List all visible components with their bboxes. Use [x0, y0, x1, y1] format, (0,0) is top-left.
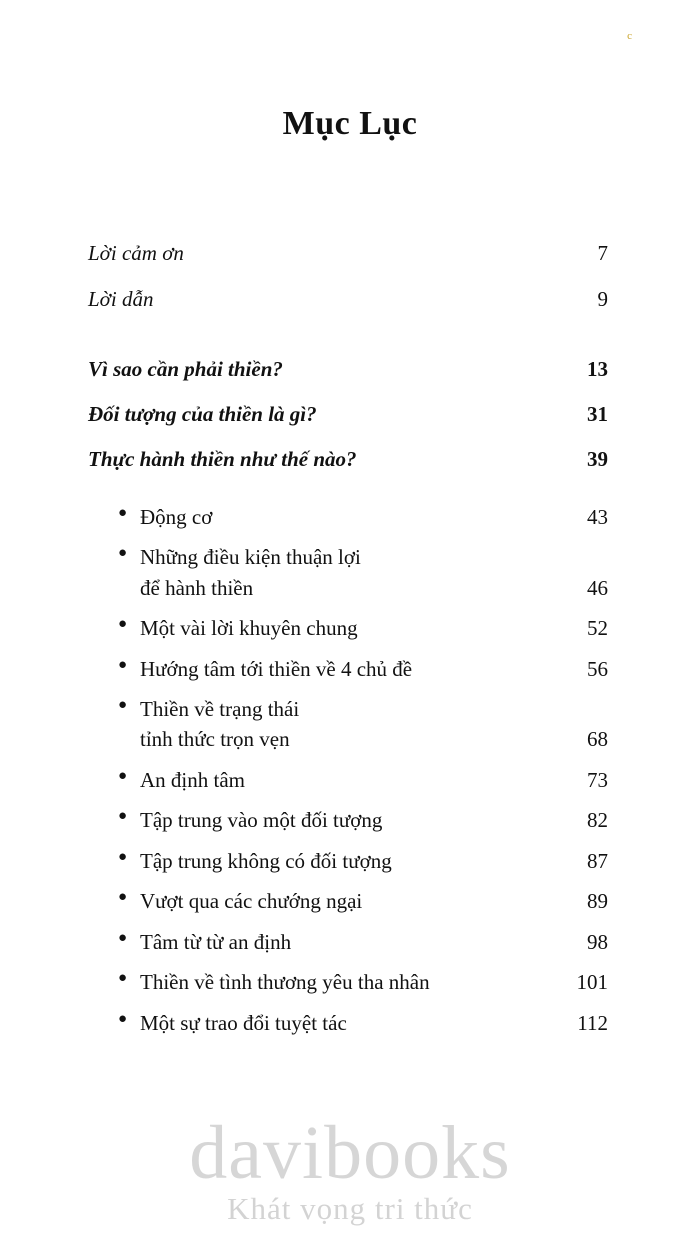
toc-entry-label: Thực hành thiền như thế nào? [88, 446, 357, 471]
toc-entry-line1: Vượt qua các chướng ngại [140, 889, 363, 914]
toc-entry-page: 68 [587, 727, 608, 752]
bullet-icon: ● [118, 889, 128, 906]
toc-sub-item[interactable] [88, 886, 608, 916]
toc-entry-page: 87 [587, 848, 608, 873]
page-title: Mục Lục [282, 105, 418, 142]
bullet-icon: ● [118, 504, 128, 521]
bullet-icon: ● [118, 929, 128, 946]
toc-entry-page: 112 [577, 1010, 608, 1035]
toc-entry-label [140, 613, 358, 643]
toc-entry-page: 9 [597, 286, 608, 311]
toc-entry-label [140, 765, 245, 795]
toc-entry-line1: Tập trung vào một đối tượng [140, 808, 383, 833]
toc-entry-line1: Những điều kiện thuận lợi [140, 545, 361, 570]
toc-entry-line1: Tâm từ từ an định [140, 929, 292, 954]
toc-sub-item[interactable] [88, 967, 608, 997]
toc-entry-label [140, 542, 361, 603]
toc-entry-page: 31 [587, 401, 608, 426]
toc-front-item[interactable] [88, 239, 608, 268]
toc-chapter-item[interactable] [88, 400, 608, 429]
toc-entry-page: 13 [587, 356, 608, 381]
toc-entry-page: 43 [587, 504, 608, 529]
bullet-icon: ● [118, 1010, 128, 1027]
toc-entry-label [140, 1008, 347, 1038]
watermark-subtitle: Khát vọng tri thức [227, 1191, 473, 1226]
bullet-icon: ● [118, 656, 128, 673]
toc-entry-page: 82 [587, 808, 608, 833]
toc-entry-line1: Thiền về tình thương yêu tha nhân [140, 970, 430, 995]
spacer [88, 490, 608, 502]
toc-entry-page: 39 [587, 446, 608, 471]
toc-front-item[interactable] [88, 285, 608, 314]
toc-sub-item[interactable] [88, 694, 608, 755]
toc-entry-label: Lời dẫn [88, 286, 154, 311]
toc-sub-item[interactable] [88, 927, 608, 957]
corner-mark: c [627, 30, 632, 42]
toc-entry-line2: để hành thiền [140, 575, 254, 600]
toc-entry-page: 101 [576, 970, 608, 995]
toc-entry-label [140, 694, 299, 755]
toc-list [0, 239, 700, 1038]
toc-entry-line1: Một vài lời khuyên chung [140, 616, 358, 641]
toc-entry-line1: Một sự trao đổi tuyệt tác [140, 1010, 347, 1035]
toc-entry-page: 89 [587, 889, 608, 914]
toc-sub-item[interactable] [88, 502, 608, 532]
toc-entry-label: Đối tượng của thiền là gì? [88, 401, 317, 426]
toc-sub-item[interactable] [88, 765, 608, 795]
toc-entry-label [140, 886, 362, 916]
toc-sub-item[interactable] [88, 846, 608, 876]
toc-entry-page: 73 [587, 767, 608, 792]
toc-entry-label [140, 846, 392, 876]
toc-sub-item[interactable] [88, 654, 608, 684]
watermark-title: davibooks [189, 1110, 511, 1195]
toc-entry-page: 46 [587, 575, 608, 600]
toc-sub-item[interactable] [88, 542, 608, 603]
toc-entry-label [140, 654, 412, 684]
toc-entry-page: 56 [587, 656, 608, 681]
toc-entry-label: Vì sao cần phải thiền? [88, 356, 283, 381]
bullet-icon: ● [118, 697, 128, 714]
toc-entry-line1: Thiền về trạng thái [140, 697, 300, 722]
toc-sub-item[interactable] [88, 1008, 608, 1038]
toc-entry-label [140, 967, 430, 997]
toc-entry-line1: Hướng tâm tới thiền về 4 chủ đề [140, 656, 413, 681]
toc-entry-page: 98 [587, 929, 608, 954]
toc-entry-label [140, 502, 212, 532]
bullet-icon: ● [118, 545, 128, 562]
toc-chapter-item[interactable] [88, 445, 608, 474]
toc-entry-line2: tỉnh thức trọn vẹn [140, 727, 290, 752]
toc-entry-line1: An định tâm [140, 767, 245, 792]
toc-sub-item[interactable] [88, 805, 608, 835]
toc-entry-label: Lời cảm ơn [88, 241, 184, 265]
toc-entry-page: 52 [587, 616, 608, 641]
toc-sub-item[interactable] [88, 613, 608, 643]
toc-chapter-item[interactable] [88, 355, 608, 384]
toc-entry-label [140, 927, 291, 957]
watermark [0, 1110, 700, 1227]
bullet-icon: ● [118, 848, 128, 865]
toc-entry-label [140, 805, 382, 835]
bullet-icon: ● [118, 808, 128, 825]
bullet-icon: ● [118, 970, 128, 987]
bullet-icon: ● [118, 616, 128, 633]
spacer [88, 331, 608, 355]
toc-entry-page: 7 [597, 241, 608, 265]
bullet-icon: ● [118, 767, 128, 784]
toc-entry-line1: Tập trung không có đối tượng [140, 848, 392, 873]
toc-entry-line1: Động cơ [140, 504, 213, 529]
